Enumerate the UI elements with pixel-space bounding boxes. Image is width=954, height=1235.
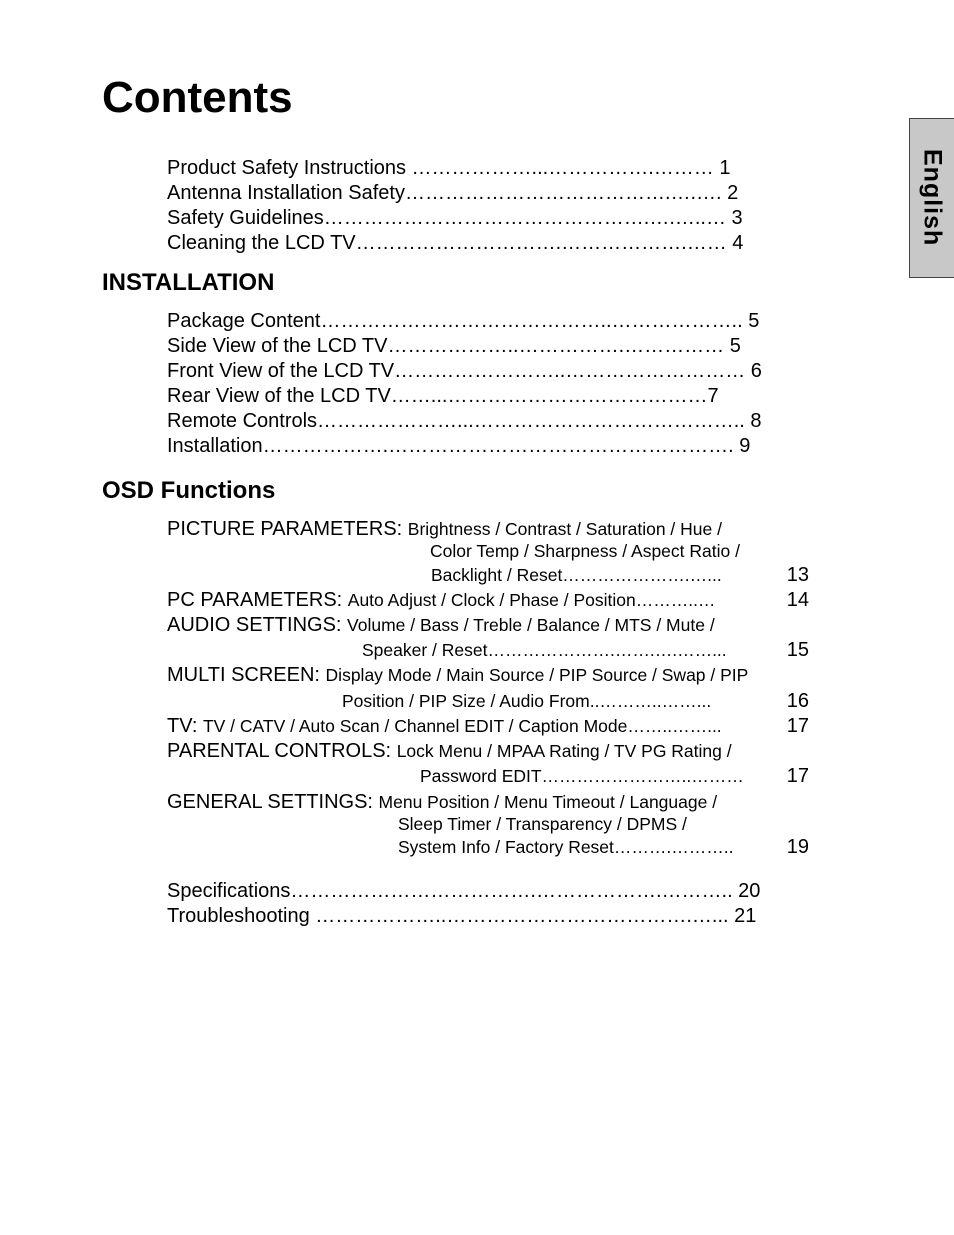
toc-entry: Package Content……………………………………..……………….. 5: [167, 310, 760, 332]
page-number: 15: [786, 639, 809, 661]
osd-entry-general: [167, 792, 717, 812]
osd-entry-label: GENERAL SETTINGS:: [167, 791, 373, 813]
installation-heading: INSTALLATION: [102, 269, 275, 296]
toc-entry: Safety Guidelines………………………………………….….…..… 3: [167, 207, 743, 229]
page-number: 13: [786, 564, 809, 586]
language-tab-label: English: [918, 149, 947, 247]
toc-entry: Remote Controls…………………...………………………………….. 8: [167, 410, 762, 432]
page-number: 17: [786, 715, 809, 737]
page-number: 17: [786, 765, 809, 787]
language-tab: [909, 118, 954, 278]
toc-entry: Installation……………….……………………………………………. 9: [167, 435, 751, 457]
page-title: Contents: [102, 73, 293, 122]
page-number: 14: [786, 589, 809, 611]
osd-entry-items: Volume / Bass / Treble / Balance / MTS / Mute /: [347, 615, 715, 635]
toc-entry: Specifications……………………………….……………….……….. 20: [167, 880, 761, 902]
osd-entry-label: PARENTAL CONTROLS:: [167, 740, 392, 762]
osd-entry-items: Display Mode / Main Source / PIP Source / Swap / PIP: [325, 665, 749, 685]
osd-entry-items: System Info / Factory Reset……….………..: [398, 837, 734, 857]
osd-entry-multi-screen: [167, 665, 748, 685]
osd-entry-label: TV:: [167, 715, 198, 737]
osd-entry-items: TV / CATV / Auto Scan / Channel EDIT / Caption Mode……..……...: [202, 716, 722, 736]
toc-entry: Antenna Installation Safety………………………………….….…. 2: [167, 182, 739, 204]
osd-entry-items: Backlight / Reset………………….…...: [431, 565, 722, 585]
osd-entry-label: MULTI SCREEN:: [167, 664, 320, 686]
toc-entry: Side View of the LCD TV………………..…………….…………… 5: [167, 335, 741, 357]
osd-entry-items: Menu Position / Menu Timeout / Language /: [378, 792, 718, 812]
osd-entry-items: Lock Menu / MPAA Rating / TV PG Rating /: [396, 741, 732, 761]
osd-entry-items: Brightness / Contrast / Saturation / Hue /: [407, 519, 722, 539]
page-number: 16: [786, 690, 809, 712]
osd-entry-tv: [167, 716, 722, 736]
toc-entry: Cleaning the LCD TV………………………….……………….…… 4: [167, 232, 744, 254]
osd-entry-picture: [167, 519, 722, 539]
osd-entry-items: Password EDIT……………………..………: [420, 766, 744, 786]
osd-entry-items: Color Temp / Sharpness / Aspect Ratio /: [430, 541, 740, 561]
toc-entry: Front View of the LCD TV……………………..……………………… 6: [167, 360, 762, 382]
osd-heading: OSD Functions: [102, 477, 276, 504]
toc-entry: Rear View of the LCD TV……...…………………………………7: [167, 385, 719, 407]
osd-entry-pc: [167, 590, 715, 610]
osd-entry-items: Position / PIP Size / Audio From..………..……...: [342, 691, 712, 711]
osd-entry-parental: [167, 741, 732, 761]
osd-entry-label: PC PARAMETERS:: [167, 589, 343, 611]
osd-entry-audio: [167, 615, 715, 635]
osd-entry-label: AUDIO SETTINGS:: [167, 614, 342, 636]
osd-entry-items: Sleep Timer / Transparency / DPMS /: [398, 814, 687, 834]
toc-entry: Product Safety Instructions ………………...…………….……… 1: [167, 157, 731, 179]
toc-entry: Troubleshooting ………………..……………………………….…... 21: [167, 905, 757, 927]
osd-entry-items: Auto Adjust / Clock / Phase / Position………..…: [347, 590, 716, 610]
osd-entry-items: Speaker / Reset………………….…….….……...: [362, 640, 727, 660]
page-number: 19: [786, 836, 809, 858]
osd-entry-label: PICTURE PARAMETERS:: [167, 518, 403, 540]
